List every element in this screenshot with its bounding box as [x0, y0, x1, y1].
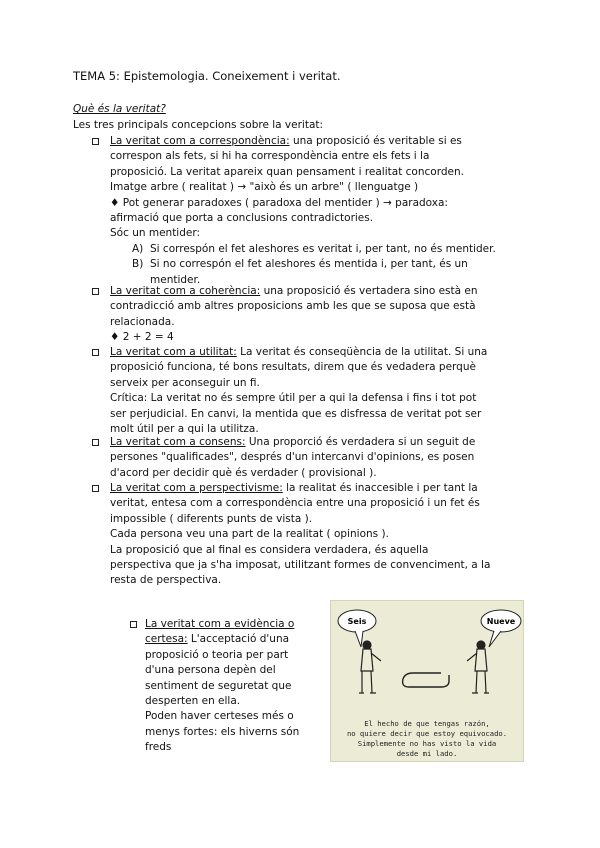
- page-title: TEMA 5: Epistemologia. Coneixement i veritat.: [73, 69, 341, 83]
- item-line: Crítica: La veritat no és sempre útil per a qui la defensa i fins i tot pot: [110, 392, 477, 405]
- item-line: menys fortes: els hiverns són: [145, 725, 300, 738]
- sublist-line: Si no correspón el fet aleshores és mentida i, per tant, és un: [150, 258, 468, 271]
- item-line: veritat, entesa com a correspondència entre una proposició i un fet és: [110, 497, 480, 510]
- list-item-correspondencia: [92, 134, 527, 288]
- checkbox-bullet-icon: [92, 288, 99, 295]
- list-item-consens: [92, 435, 527, 481]
- cartoon-caption-line: El hecho de que tengas razón,: [364, 719, 490, 728]
- item-line: d'acord per decidir què és verdader ( provisional ).: [110, 466, 377, 479]
- item-label: La veritat com a coherència:: [110, 285, 261, 297]
- list-item-certesa: [130, 617, 315, 756]
- item-line: correspon als fets, si hi ha correspondència entre els fets i la: [110, 150, 430, 163]
- cartoon-image: [330, 600, 524, 762]
- item-line: molt útil per a qui la utilitza.: [110, 423, 259, 436]
- item-line: ♦ Pot generar paradoxes ( paradoxa del mentider ) → paradoxa:: [110, 196, 448, 209]
- item-line: L'acceptació d'una: [187, 633, 290, 646]
- item-label: La veritat com a correspondència:: [110, 135, 290, 147]
- item-line: Poden haver certeses més o: [145, 710, 294, 723]
- left-person-figure: [359, 641, 381, 693]
- item-line: serveix per aconseguir un fi.: [110, 376, 260, 389]
- item-label: La veritat com a evidència o: [145, 618, 295, 630]
- intro-text: Les tres principals concepcions sobre la veritat:: [73, 119, 324, 131]
- item-line: resta de perspectiva.: [110, 574, 222, 587]
- sublist-item-a: [132, 242, 527, 257]
- list-item-perspectivisme: [92, 481, 527, 589]
- checkbox-bullet-icon: [92, 439, 99, 446]
- item-line: impossible ( diferents punts de vista ).: [110, 512, 313, 525]
- sublist-line: mentider.: [150, 273, 201, 286]
- item-line: perspectiva que ja s'ha imposat, utilitzant formes de convenciment, a la: [110, 559, 491, 572]
- item-line: d'una persona depèn del: [145, 664, 276, 677]
- item-label: La veritat com a consens:: [110, 436, 246, 448]
- item-line: ♦ 2 + 2 = 4: [110, 331, 174, 344]
- item-label: La veritat com a utilitat:: [110, 346, 237, 358]
- item-line: freds: [145, 741, 172, 754]
- item-line: persones "qualificades", després d'un intercanvi d'opinions, es posen: [110, 451, 475, 464]
- item-line: La proposició que al final es considera verdadera, és aquella: [110, 543, 429, 556]
- checkbox-bullet-icon: [92, 485, 99, 492]
- cartoon-caption-line: desde mi lado.: [396, 749, 458, 758]
- item-line: Imatge arbre ( realitat ) → "això és un arbre" ( llenguatge ): [110, 181, 419, 194]
- item-label: La veritat com a perspectivisme:: [110, 482, 283, 494]
- item-line: La veritat és conseqüència de la utilitat. Si una: [236, 346, 488, 358]
- item-line: contradicció amb altres proposicions amb les que se suposa que està: [110, 300, 476, 313]
- item-line: sentiment de seguretat que: [145, 679, 292, 692]
- speech-bubble-tail: [355, 631, 363, 647]
- item-label: certesa:: [145, 633, 188, 646]
- sublist-letter: B): [132, 258, 144, 271]
- item-line: ser perjudicial. En canvi, la mentida que es disfressa de veritat pot ser: [110, 407, 482, 420]
- checkbox-bullet-icon: [130, 621, 137, 628]
- cartoon-caption-line: Simplemente no has visto la vida: [357, 739, 497, 748]
- bubble-text-right: Nueve: [486, 617, 516, 626]
- item-line: la realitat és inaccesible i per tant la: [282, 482, 478, 494]
- speech-bubble-tail: [489, 631, 501, 647]
- list-item-coherencia: [92, 284, 527, 346]
- checkbox-bullet-icon: [92, 138, 99, 145]
- list-item-utilitat: [92, 345, 527, 437]
- item-line: relacionada.: [110, 315, 175, 328]
- cartoon-caption-line: no quiere decir que estoy equivocado.: [346, 729, 508, 738]
- item-line: Cada persona veu una part de la realitat ( opinions ).: [110, 528, 389, 541]
- bubble-text-left: Seis: [347, 617, 367, 626]
- item-line: proposició funciona, té bons resultats, direm que és vedadera perquè: [110, 361, 476, 374]
- item-line: una proposició és veritable si es: [289, 135, 462, 147]
- item-line: una proposició és vertadera sino està en: [260, 285, 478, 297]
- item-line: proposició. La veritat apareix quan pensament i realitat concorden.: [110, 165, 464, 178]
- item-line: Una proporció és verdadera si un seguit de: [245, 436, 476, 448]
- checkbox-bullet-icon: [92, 349, 99, 356]
- item-line: Sóc un mentider:: [110, 227, 201, 240]
- item-line: afirmació que porta a conclusions contradictories.: [110, 212, 374, 225]
- item-line: desperten en ella.: [145, 695, 241, 708]
- sublist-letter: A): [132, 242, 144, 255]
- sublist-line: Si correspón el fet aleshores es veritat i, per tant, no és mentider.: [150, 242, 496, 255]
- section-question: Què és la veritat?: [73, 103, 166, 115]
- ground-number-shape: [403, 673, 449, 687]
- item-line: proposició o teoria per part: [145, 648, 289, 661]
- right-person-figure: [467, 641, 489, 693]
